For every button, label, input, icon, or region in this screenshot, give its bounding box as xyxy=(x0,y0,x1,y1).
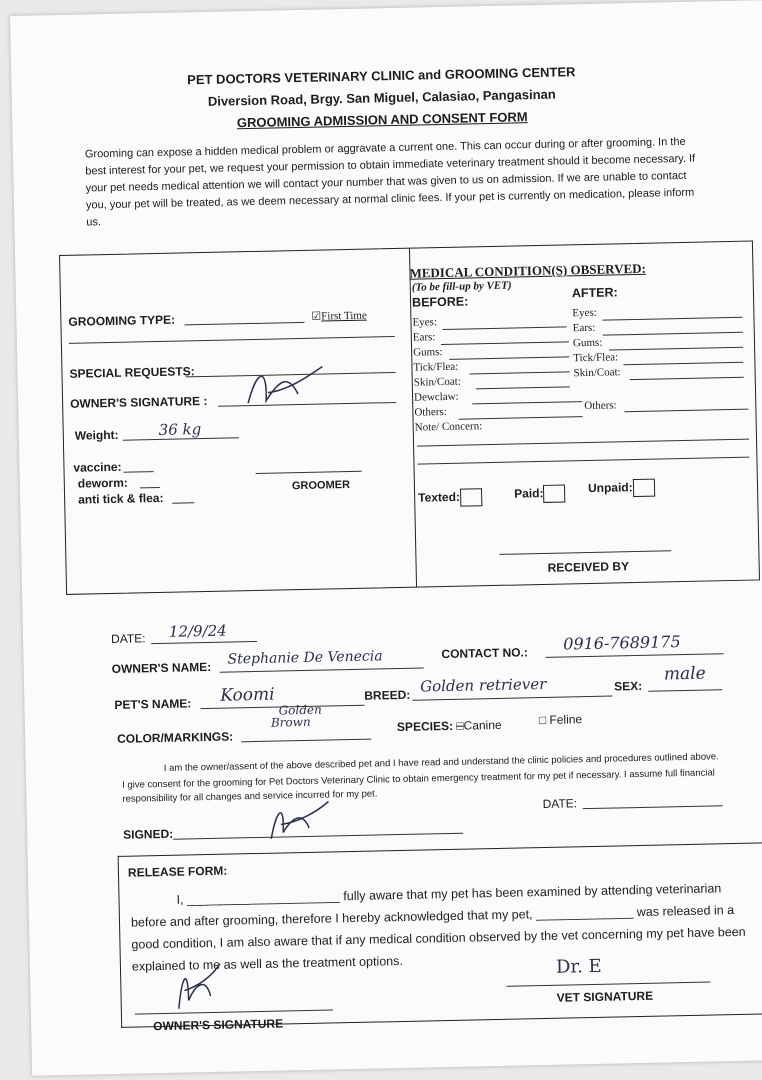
after-label: AFTER: xyxy=(571,285,618,301)
checkbox-checked-icon: ☑ xyxy=(311,310,322,323)
color-line[interactable] xyxy=(241,739,371,743)
groomer-label: GROOMER xyxy=(291,478,351,493)
before-label: BEFORE: xyxy=(411,294,469,310)
consent-line-3: responsibility for all changes and service incurred for my pet. xyxy=(122,788,378,805)
before-list: Eyes: Ears: Gums: Tick/Flea: Skin/Coat: Dewclaw: Others: Note/ Concern: xyxy=(412,316,483,434)
owner-signature-scribble xyxy=(237,361,328,413)
vet-signature-label: VET SIGNATURE xyxy=(556,988,654,1005)
form-title: GROOMING ADMISSION AND CONSENT FORM xyxy=(236,109,528,131)
feline-option[interactable]: □ Feline xyxy=(538,712,583,728)
anti-tick-label: anti tick & flea: xyxy=(77,490,164,507)
texted-checkbox[interactable] xyxy=(460,488,482,506)
weight-label: Weight: xyxy=(74,427,119,443)
release-form-title: RELEASE FORM: xyxy=(127,863,228,880)
signed-label: SIGNED: xyxy=(123,826,174,842)
release-form-text: I, ______________________ fully aware that my pet has been examined by attending veterinarian before and after grooming, therefore I hereby acknowledged that my pet, ______________ was released in a good condition, I am also aware that if any medical condition observed by the vet concerning my pet have been explained to me as well as the treatment options. xyxy=(130,881,746,974)
contact-value: 0916-7689175 xyxy=(563,632,681,654)
special-requests-label: SPECIAL REQUESTS: xyxy=(69,364,195,381)
clinic-name: PET DOCTORS VETERINARY CLINIC and GROOMING CENTER xyxy=(187,64,576,88)
others-after-label: Others: xyxy=(584,399,617,413)
paid-checkbox[interactable] xyxy=(543,484,565,502)
checkbox-icon: □ xyxy=(538,712,547,728)
color-value: Golden Brown xyxy=(270,702,322,730)
consent-date-label: DATE: xyxy=(542,796,578,812)
texted-field[interactable]: Texted: xyxy=(418,488,482,507)
after-list: Eyes: Ears: Gums: Tick/Flea: Skin/Coat: xyxy=(572,306,621,380)
pet-name-value: Koomi xyxy=(220,684,275,706)
consent-line-2: I give consent for the grooming for Pet Doctors Veterinary Clinic to obtain emergency treatment for my pet if necessary. I assume full financial xyxy=(122,767,715,791)
medical-condition-subtitle: (To be fill-up by VET) xyxy=(411,279,512,294)
contact-label: CONTACT NO.: xyxy=(441,645,529,662)
canine-option[interactable]: □Canine xyxy=(456,717,502,733)
sex-label: SEX: xyxy=(614,678,643,694)
breed-value: Golden retriever xyxy=(419,674,547,696)
date-label: DATE: xyxy=(110,631,146,647)
grooming-type-label: GROOMING TYPE: xyxy=(68,312,176,329)
medical-condition-title: MEDICAL CONDITION(S) OBSERVED: xyxy=(409,260,647,281)
owner-release-signature-label: OWNER'S SIGNATURE xyxy=(153,1016,284,1034)
date-value: 12/9/24 xyxy=(168,621,227,641)
unpaid-checkbox[interactable] xyxy=(633,479,655,497)
intro-paragraph: Grooming can expose a hidden medical problem or aggravate a current one. This can occur during or after grooming. In the best interest for your pet, we request your permission to obtain immediate veterinary treatment should it become necessary. If your pet needs medical attention we will contact your number that was given to us on admission. If we are unable to contact you, your pet will be treated, as we deem necessary at normal clinic fees. If your pet is currently on medication, please inform us. xyxy=(84,135,696,229)
clinic-address: Diversion Road, Brgy. San Miguel, Calasiao, Pangasinan xyxy=(207,86,556,109)
weight-value: 36 kg xyxy=(158,420,202,439)
owner-name-label: OWNER'S NAME: xyxy=(111,659,212,677)
received-by-label: RECEIVED BY xyxy=(547,559,630,575)
sex-value: male xyxy=(663,663,706,685)
owner-release-scribble xyxy=(172,960,225,1015)
date-line[interactable] xyxy=(151,641,257,644)
unpaid-field[interactable]: Unpaid: xyxy=(588,479,655,498)
breed-line[interactable] xyxy=(412,696,612,701)
owner-signature-label: OWNER'S SIGNATURE : xyxy=(69,393,208,411)
contact-line[interactable] xyxy=(546,653,724,658)
species-field: SPECIES: □Canine xyxy=(396,717,502,735)
sex-line[interactable] xyxy=(648,689,722,692)
consent-date-line[interactable] xyxy=(583,805,723,809)
deworm-label: deworm: xyxy=(77,475,128,491)
consent-line-1: I am the owner/assent of the above described pet and I have read and understand the clinic policies and procedures outlined above. xyxy=(163,751,719,774)
color-label: COLOR/MARKINGS: xyxy=(117,729,234,746)
owner-name-line[interactable] xyxy=(220,667,424,672)
first-time-checkbox[interactable]: ☑First Time xyxy=(311,309,367,323)
breed-label: BREED: xyxy=(364,687,411,703)
consent-form-page xyxy=(10,0,762,1076)
pet-name-label: PET'S NAME: xyxy=(114,696,192,712)
paid-field[interactable]: Paid: xyxy=(514,484,566,503)
signed-scribble xyxy=(262,797,333,844)
vet-signature-value: Dr. E xyxy=(555,955,602,978)
owner-name-value: Stephanie De Venecia xyxy=(227,648,383,668)
vaccine-label: vaccine: xyxy=(73,459,122,475)
